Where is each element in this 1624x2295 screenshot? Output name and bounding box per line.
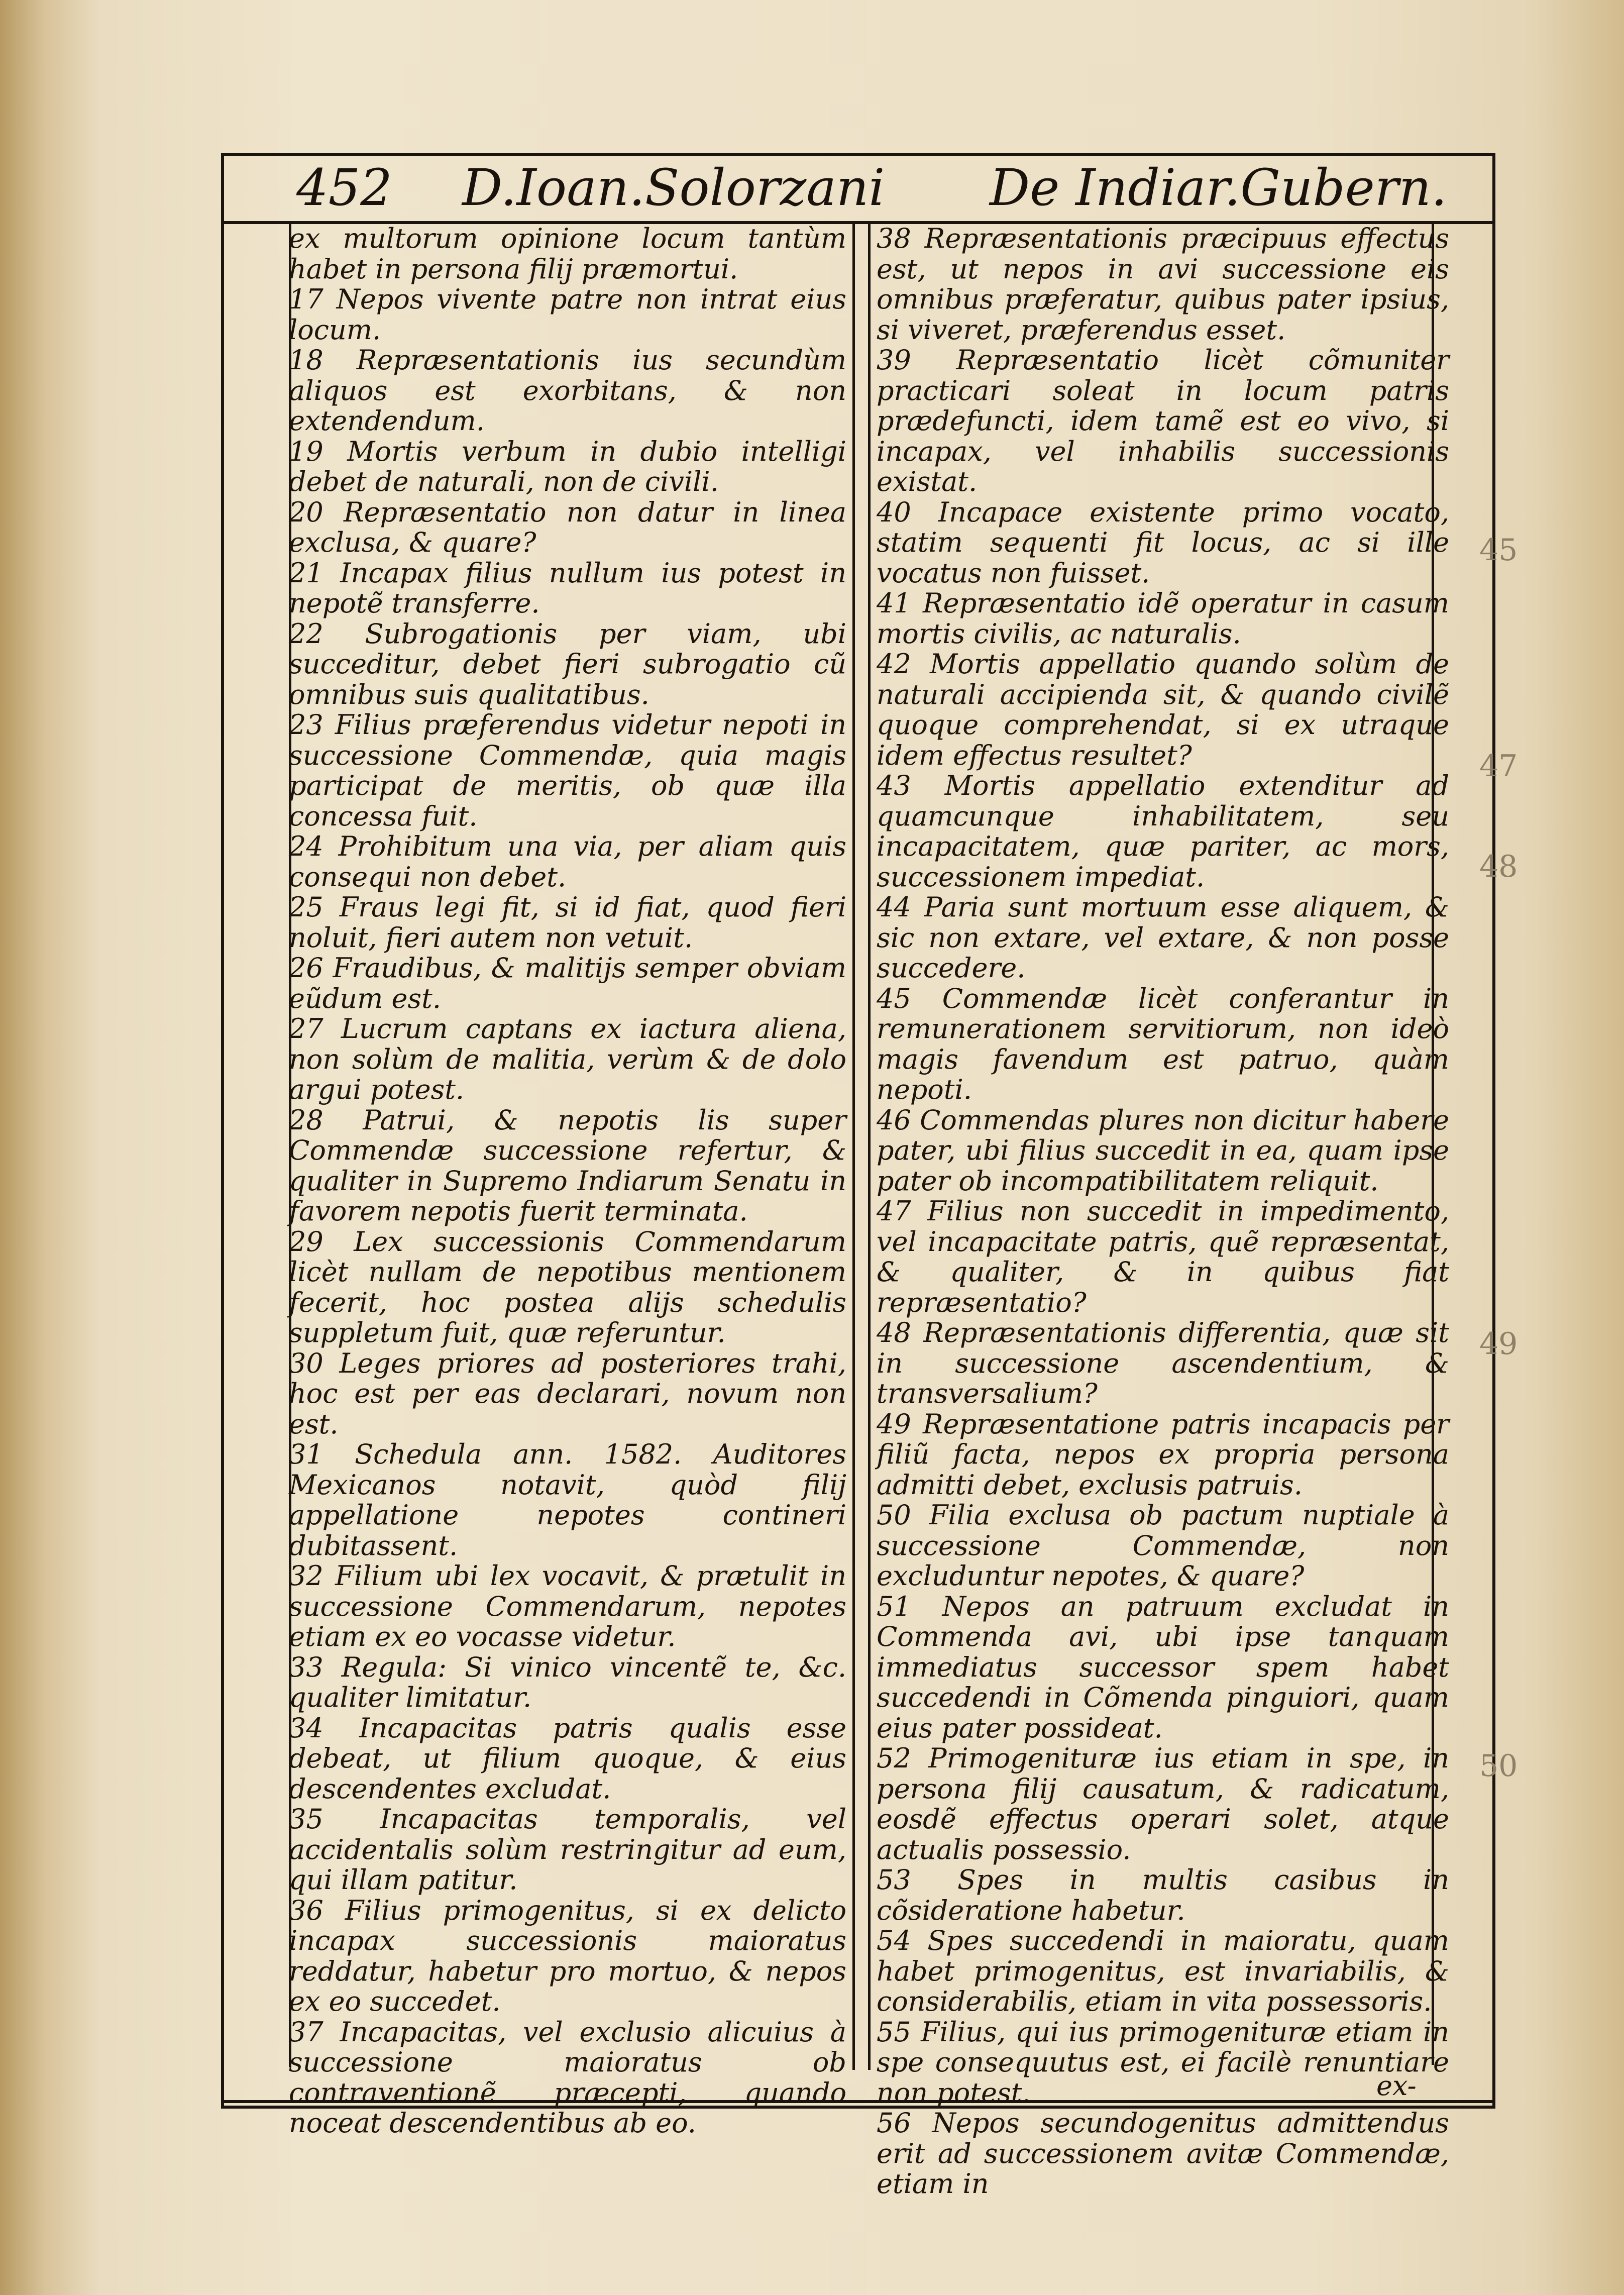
summary-entry (289, 1227, 846, 1348)
summary-number: 52 (877, 1742, 911, 1774)
summary-number: 18 (289, 344, 323, 376)
summary-entry (289, 558, 846, 619)
summary-text: Filium ubi lex vocavit, & prætulit in successione Commendarum, nepotes etiam ex eo vocasse videtur. (289, 1560, 847, 1652)
summary-text: Fraus legi fit, si id fiat, quod fieri noluit, fieri autem non vetuit. (289, 891, 846, 954)
summary-text: Repræsentatio idẽ operatur in casum mortis civilis, ac naturalis. (877, 587, 1449, 650)
summary-text: Paria sunt mortuum esse aliquem, & sic non extare, vel extare, & non posse succedere. (877, 891, 1449, 984)
summary-text: Incapacitas temporalis, vel accidentalis solùm restringitur ad eum, qui illam patitur. (289, 1803, 847, 1896)
summary-text: Subrogationis per viam, ubi succeditur, debet fieri subrogatio cũ omnibus suis qualitatibus. (289, 617, 846, 710)
summary-text: Incapacitas, vel exclusio alicuius à successione maioratus ob contraventionẽ præcepti, quando noceat descendentibus ab eo. (289, 2016, 846, 2139)
summary-number: 54 (877, 1925, 911, 1956)
summary-number: 41 (877, 587, 911, 619)
summary-text: Repræsentatione patris incapacis per filiũ facta, nepos ex propria persona admitti debet, exclusis patruis. (877, 1408, 1449, 1501)
summary-entry (877, 1865, 1449, 1926)
summary-number: 24 (289, 830, 323, 862)
summary-number: 34 (289, 1712, 323, 1744)
summary-number: 17 (289, 283, 323, 315)
summary-text: Nepos vivente patre non intrat eius locum. (289, 283, 846, 346)
summary-text: Filia exclusa ob pactum nuptiale à successione Commendæ, non excluduntur nepotes, & quare? (877, 1499, 1449, 1592)
summary-text: Mortis verbum in dubio intelligi debet de naturali, non de civili. (289, 435, 847, 497)
summary-entry (877, 1409, 1449, 1501)
summary-entry (877, 1500, 1449, 1592)
summary-number: 40 (877, 496, 911, 528)
summary-number: 55 (877, 2016, 911, 2048)
summary-number: 28 (289, 1104, 323, 1136)
summary-entry (877, 1592, 1449, 1744)
summary-number: 25 (289, 891, 323, 923)
summary-text: Repræsentatio licèt cõmuniter practicari soleat in locum patris prædefuncti, idem tamẽ est eo vivo, si incapax, vel inhabilis successionis existat. (877, 344, 1449, 497)
summary-entry (289, 710, 846, 831)
summary-text: Repræsentatio non datur in linea exclusa, & quare? (289, 496, 846, 558)
summary-entry (877, 588, 1449, 649)
summary-entry (289, 497, 846, 558)
summary-number: 43 (877, 770, 911, 801)
summary-number: 42 (877, 648, 911, 680)
summary-number: 36 (289, 1894, 323, 1926)
summary-entry (289, 1804, 846, 1896)
summary-number: 39 (877, 344, 911, 376)
summary-number: 35 (289, 1803, 323, 1835)
summary-number: 23 (289, 709, 323, 741)
summary-entry (877, 2108, 1449, 2200)
running-title: De Indiar.Gubern. (990, 158, 1447, 217)
summary-number: 29 (289, 1225, 323, 1258)
summary-number: 32 (289, 1560, 323, 1592)
summary-text: Nepos secundogenitus admittendus erit ad successionem avitæ Commendæ, etiam in (877, 2107, 1449, 2200)
summary-text: Filius primogenitus, si ex delicto incapax successionis maioratus reddatur, habetur pro mortuo, & nepos ex eo succedet. (289, 1894, 846, 2017)
summary-text: Fraudibus, & malitijs semper obviam eũdum est. (289, 952, 846, 1014)
summary-number: 50 (877, 1499, 911, 1531)
margin-number: 47 (1479, 749, 1518, 784)
summary-text: Incapax filius nullum ius potest in nepotẽ transferre. (289, 557, 846, 619)
summary-entry (289, 1652, 846, 1713)
summary-entry (289, 1713, 846, 1805)
summary-number: 44 (877, 891, 911, 923)
summary-entry (877, 497, 1449, 589)
summary-entry (289, 224, 846, 284)
summary-text: Filius præferendus videtur nepoti in successione Commendæ, quia magis participat de meritis, ob quæ illa concessa fuit. (289, 709, 846, 832)
running-header (296, 158, 1452, 221)
summary-entry (289, 1348, 846, 1440)
summary-entry (289, 953, 846, 1014)
summary-entry (877, 649, 1449, 771)
summary-entry (289, 1439, 846, 1561)
summary-text: Spes in multis casibus in cõsideratione habetur. (877, 1864, 1449, 1926)
summary-text: Lucrum captans ex iactura aliena, non solùm de malitia, verùm & de dolo argui potest. (289, 1013, 846, 1105)
summary-text: Mortis appellatio extenditur ad quamcunque inhabilitatem, seu incapacitatem, quæ pariter, ac mors, successionem impediat. (877, 770, 1449, 893)
summary-text: Leges priores ad posteriores trahi, hoc est per eas declarari, novum non est. (289, 1347, 846, 1440)
summary-entry (877, 345, 1449, 497)
summary-text: Filius non succedit in impedimento, vel incapacitate patris, quẽ repræsentat, & qualiter, & in quibus fiat repræsentatio? (877, 1195, 1449, 1318)
summary-entry (877, 1196, 1449, 1318)
summary-text: Repræsentationis differentia, quæ sit in successione ascendentium, & transversalium? (877, 1317, 1449, 1409)
summary-entry (289, 284, 846, 345)
summary-number: 46 (877, 1104, 911, 1136)
summary-text: Mortis appellatio quando solùm de naturali accipienda sit, & quando civilẽ quoque comprehendat, si ex utraque idem effectus resultet? (877, 648, 1449, 771)
summary-entry (289, 892, 846, 953)
summary-number: 38 (877, 223, 911, 254)
column-divider-inner (868, 221, 871, 2070)
summary-entry (289, 2017, 846, 2139)
summary-number: 26 (289, 952, 323, 984)
summary-number: 30 (289, 1347, 323, 1379)
page-number: 452 (296, 158, 392, 217)
summary-entry (289, 1561, 846, 1652)
summary-number: 49 (877, 1408, 911, 1440)
summary-entry (289, 437, 846, 497)
summary-text: Regula: Si vinico vincentẽ te, &c. qualiter limitatur. (289, 1651, 846, 1713)
summary-entry (289, 831, 846, 892)
left-column-summaries (289, 223, 847, 2139)
summary-number: 20 (289, 496, 323, 528)
margin-number: 49 (1479, 1326, 1518, 1362)
summary-entry (289, 1105, 846, 1227)
summary-text: Commendæ licèt conferantur in remunerationem servitiorum, non ideò magis favendum est patruo, quàm nepoti. (877, 982, 1449, 1105)
summary-number: 51 (877, 1590, 911, 1622)
margin-number: 45 (1479, 533, 1518, 568)
summary-text: Commendas plures non dicitur habere pater, ubi filius succedit in ea, quam ipse pater ob incompatibilitatem reliquit. (877, 1104, 1450, 1197)
summary-number: 56 (877, 2107, 911, 2139)
summary-number: 37 (289, 2016, 323, 2048)
summary-text: Spes succedendi in maioratu, quam habet primogenitus, est invariabilis, & considerabilis, etiam in vita possessoris. (877, 1925, 1449, 2017)
summary-entry (877, 1926, 1449, 2017)
summary-text: Incapacitas patris qualis esse debeat, ut filium quoque, & eius descendentes excludat. (289, 1712, 847, 1805)
catchword: ex- (1376, 2070, 1417, 2102)
margin-number: 48 (1479, 849, 1518, 884)
summary-entry (289, 1896, 846, 2017)
summary-text: Filius, qui ius primogenituræ etiam in spe consequutus est, ei facilè renuntiare non potest. (877, 2016, 1449, 2109)
summary-number: 33 (289, 1651, 323, 1683)
summary-text: Repræsentationis præcipuus effectus est, ut nepos in avi successione eis omnibus præferatur, quibus pater ipsius, si viveret, præferendus esset. (877, 223, 1449, 346)
summary-number: 22 (289, 617, 323, 650)
summary-entry (877, 984, 1449, 1105)
summary-entry (289, 1014, 846, 1105)
summary-number: 31 (289, 1438, 323, 1470)
summary-number: 27 (289, 1013, 323, 1045)
summary-entry (877, 2017, 1449, 2109)
summary-entry (877, 1105, 1449, 1197)
summary-entry (289, 345, 846, 437)
summary-text: Nepos an patruum excludat in Commenda avi, ubi ipse tanquam immediatus successor spem habet succedendi in Cõmenda pinguiori, quam eius pater possideat. (877, 1590, 1449, 1744)
running-author: D.Ioan.Solorzani (462, 158, 885, 217)
right-column-summaries (877, 223, 1450, 2200)
summary-entry (877, 224, 1449, 345)
summary-number: 21 (289, 557, 323, 589)
summary-text: ex multorum opinione locum tantùm habet in persona filij præmortui. (289, 223, 846, 285)
summary-entry (877, 771, 1449, 892)
summary-entry (877, 1743, 1449, 1865)
summary-entry (877, 1318, 1449, 1409)
summary-text: Patrui, & nepotis lis super Commendæ successione refertur, & qualiter in Supremo Indiarum Senatu in favorem nepotis fuerit terminata. (289, 1104, 846, 1227)
summary-number: 45 (877, 982, 911, 1014)
margin-number: 50 (1479, 1748, 1518, 1784)
summary-text: Primogenituræ ius etiam in spe, in persona filij causatum, & radicatum, eosdẽ effectus operari solet, atque actualis possessio. (877, 1742, 1450, 1865)
summary-entry (289, 619, 846, 710)
summary-number: 48 (877, 1317, 911, 1348)
summary-text: Repræsentationis ius secundùm aliquos est exorbitans, & non extendendum. (289, 344, 846, 437)
summary-text: Lex successionis Commendarum licèt nullam de nepotibus mentionem fecerit, hoc postea alijs schedulis suppletum fuit, quæ referuntur. (289, 1225, 846, 1348)
summary-entry (877, 892, 1449, 984)
summary-number: 19 (289, 435, 323, 467)
summary-text: Schedula ann. 1582. Auditores Mexicanos notavit, quòd filij appellatione nepotes contineri dubitassent. (289, 1438, 846, 1561)
summary-number: 53 (877, 1864, 911, 1896)
column-divider (852, 221, 855, 2070)
summary-text: Incapace existente primo vocato, statim sequenti fit locus, ac si ille vocatus non fuisset. (877, 496, 1449, 589)
bottom-rule (221, 2100, 1495, 2103)
summary-number: 47 (877, 1195, 911, 1227)
summary-text: Prohibitum una via, per aliam quis consequi non debet. (289, 830, 846, 893)
